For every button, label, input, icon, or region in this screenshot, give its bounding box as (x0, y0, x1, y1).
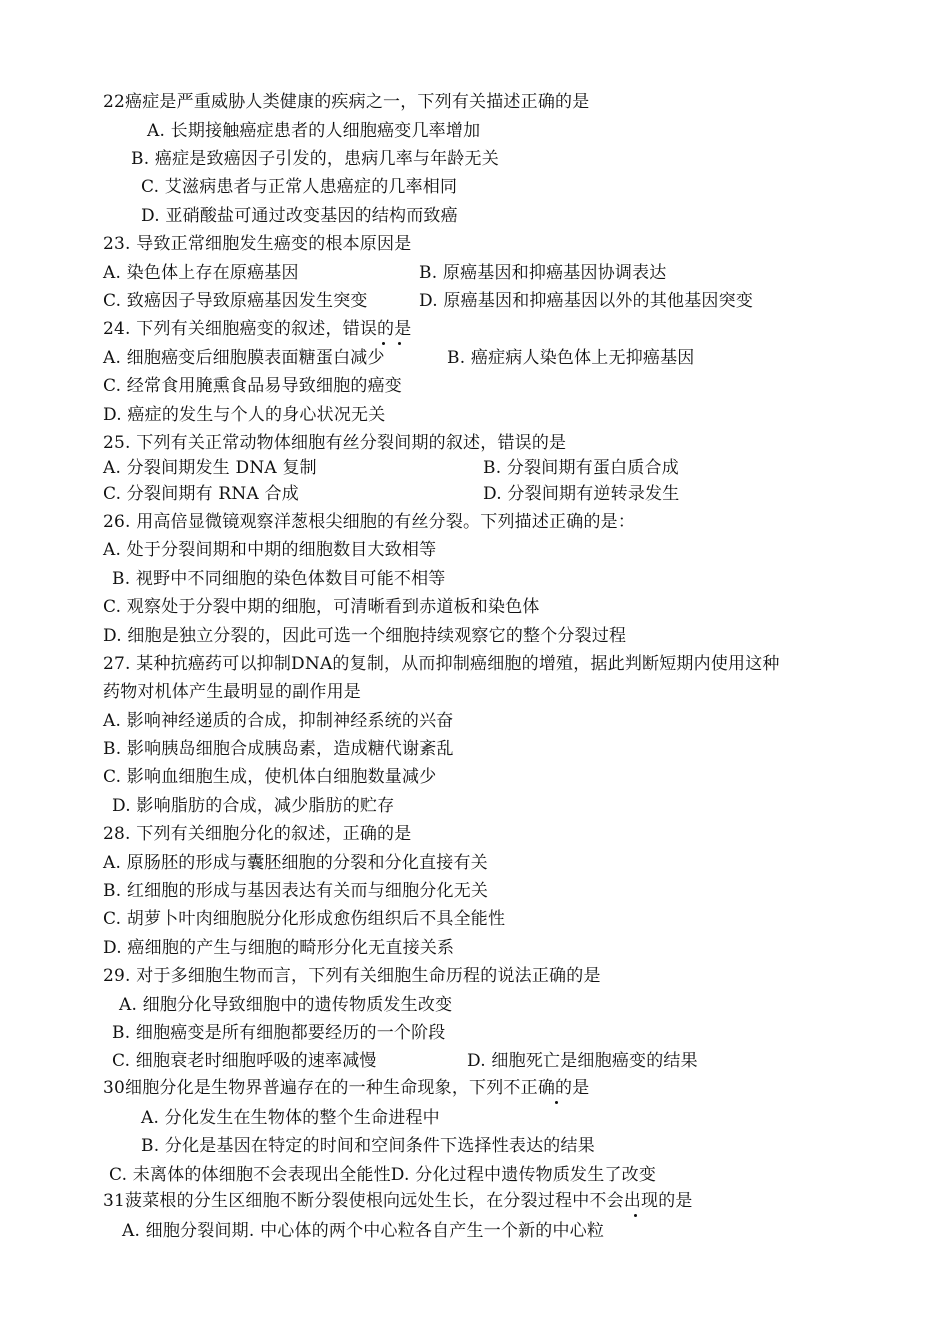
question-28-option-d: D. 癌细胞的产生与细胞的畸形分化无直接关系 (103, 938, 455, 958)
question-29-option-c: C. 细胞衰老时细胞呼吸的速率减慢 (112, 1051, 377, 1071)
question-23-option-b: B. 原癌基因和抑癌基因协调表达 (419, 263, 667, 283)
question-27-option-a: A. 影响神经递质的合成，抑制神经系统的兴奋 (103, 711, 454, 731)
question-22-stem: 22癌症是严重威胁人类健康的疾病之一，下列有关描述正确的是 (103, 92, 590, 112)
emphasis-dot (634, 1214, 637, 1217)
question-23-option-d: D. 原癌基因和抑癌基因以外的其他基因突变 (419, 291, 754, 311)
question-26-option-a: A. 处于分裂间期和中期的细胞数目大致相等 (103, 540, 437, 560)
emphasis-dot (382, 342, 385, 345)
question-24-option-c: C. 经常食用腌熏食品易导致细胞的癌变 (103, 376, 403, 396)
question-27-option-b: B. 影响胰岛细胞合成胰岛素，造成糖代谢紊乱 (103, 739, 454, 759)
question-26-option-d: D. 细胞是独立分裂的，因此可选一个细胞持续观察它的整个分裂过程 (103, 626, 627, 646)
question-24-option-a: A. 细胞癌变后细胞膜表面糖蛋白减少 (103, 348, 385, 368)
question-25-option-c: C. 分裂间期有 RNA 合成 (103, 484, 299, 504)
question-26-option-b: B. 视野中不同细胞的染色体数目可能不相等 (112, 569, 446, 589)
question-23-option-c: C. 致癌因子导致原癌基因发生突变 (103, 291, 368, 311)
question-22-option-c: C. 艾滋病患者与正常人患癌症的几率相同 (141, 177, 458, 197)
question-24-option-b: B. 癌症病人染色体上无抑癌基因 (447, 348, 695, 368)
question-29-option-d: D. 细胞死亡是细胞癌变的结果 (467, 1051, 698, 1071)
question-28-option-c: C. 胡萝卜叶肉细胞脱分化形成愈伤组织后不具全能性 (103, 909, 506, 929)
question-29-option-a: A. 细胞分化导致细胞中的遗传物质发生改变 (119, 995, 453, 1015)
emphasis-dot (555, 1101, 558, 1104)
question-29-option-b: B. 细胞癌变是所有细胞都要经历的一个阶段 (112, 1023, 446, 1043)
question-28-stem: 28. 下列有关细胞分化的叙述，正确的是 (103, 824, 412, 844)
question-23-option-a: A. 染色体上存在原癌基因 (103, 263, 299, 283)
question-22-option-a: A. 长期接触癌症患者的人细胞癌变几率增加 (147, 121, 481, 141)
question-24-stem: 24. 下列有关细胞癌变的叙述，错误的是 (103, 319, 412, 339)
question-25-option-a: A. 分裂间期发生 DNA 复制 (103, 458, 317, 478)
question-26-stem: 26. 用高倍显微镜观察洋葱根尖细胞的有丝分裂。下列描述正确的是： (103, 512, 636, 532)
question-27-option-d: D. 影响脂肪的合成，减少脂肪的贮存 (112, 796, 395, 816)
question-25-stem: 25. 下列有关正常动物体细胞有丝分裂间期的叙述，错误的是 (103, 433, 567, 453)
question-28-option-b: B. 红细胞的形成与基因表达有关而与细胞分化无关 (103, 881, 489, 901)
question-25-option-b: B. 分裂间期有蛋白质合成 (483, 458, 679, 478)
question-22-option-b: B. 癌症是致癌因子引发的，患病几率与年龄无关 (131, 149, 499, 169)
question-30-option-b: B. 分化是基因在特定的时间和空间条件下选择性表达的结果 (141, 1136, 595, 1156)
question-30-option-c-d: C. 未离体的体细胞不会表现出全能性D. 分化过程中遗传物质发生了改变 (109, 1165, 657, 1185)
question-24-option-d: D. 癌症的发生与个人的身心状况无关 (103, 405, 386, 425)
emphasis-dot (398, 342, 401, 345)
question-27-stem-line1: 27. 某种抗癌药可以抑制DNA的复制，从而抑制癌细胞的增殖，据此判断短期内使用这种 (103, 654, 780, 674)
question-27-stem-line2: 药物对机体产生最明显的副作用是 (103, 682, 361, 702)
question-29-stem: 29. 对于多细胞生物而言，下列有关细胞生命历程的说法正确的是 (103, 966, 601, 986)
question-23-stem: 23. 导致正常细胞发生癌变的根本原因是 (103, 234, 412, 254)
question-27-option-c: C. 影响血细胞生成，使机体白细胞数量减少 (103, 767, 437, 787)
question-25-option-d: D. 分裂间期有逆转录发生 (483, 484, 680, 504)
question-31-stem: 31菠菜根的分生区细胞不断分裂使根向远处生长，在分裂过程中不会出现的是 (103, 1191, 693, 1211)
question-31-option-a: A. 细胞分裂间期. 中心体的两个中心粒各自产生一个新的中心粒 (122, 1221, 605, 1241)
question-30-option-a: A. 分化发生在生物体的整个生命进程中 (141, 1108, 440, 1128)
question-28-option-a: A. 原肠胚的形成与囊胚细胞的分裂和分化直接有关 (103, 853, 488, 873)
question-26-option-c: C. 观察处于分裂中期的细胞，可清晰看到赤道板和染色体 (103, 597, 540, 617)
question-30-stem: 30细胞分化是生物界普遍存在的一种生命现象，下列不正确的是 (103, 1078, 590, 1098)
question-22-option-d: D. 亚硝酸盐可通过改变基因的结构而致癌 (141, 206, 458, 226)
